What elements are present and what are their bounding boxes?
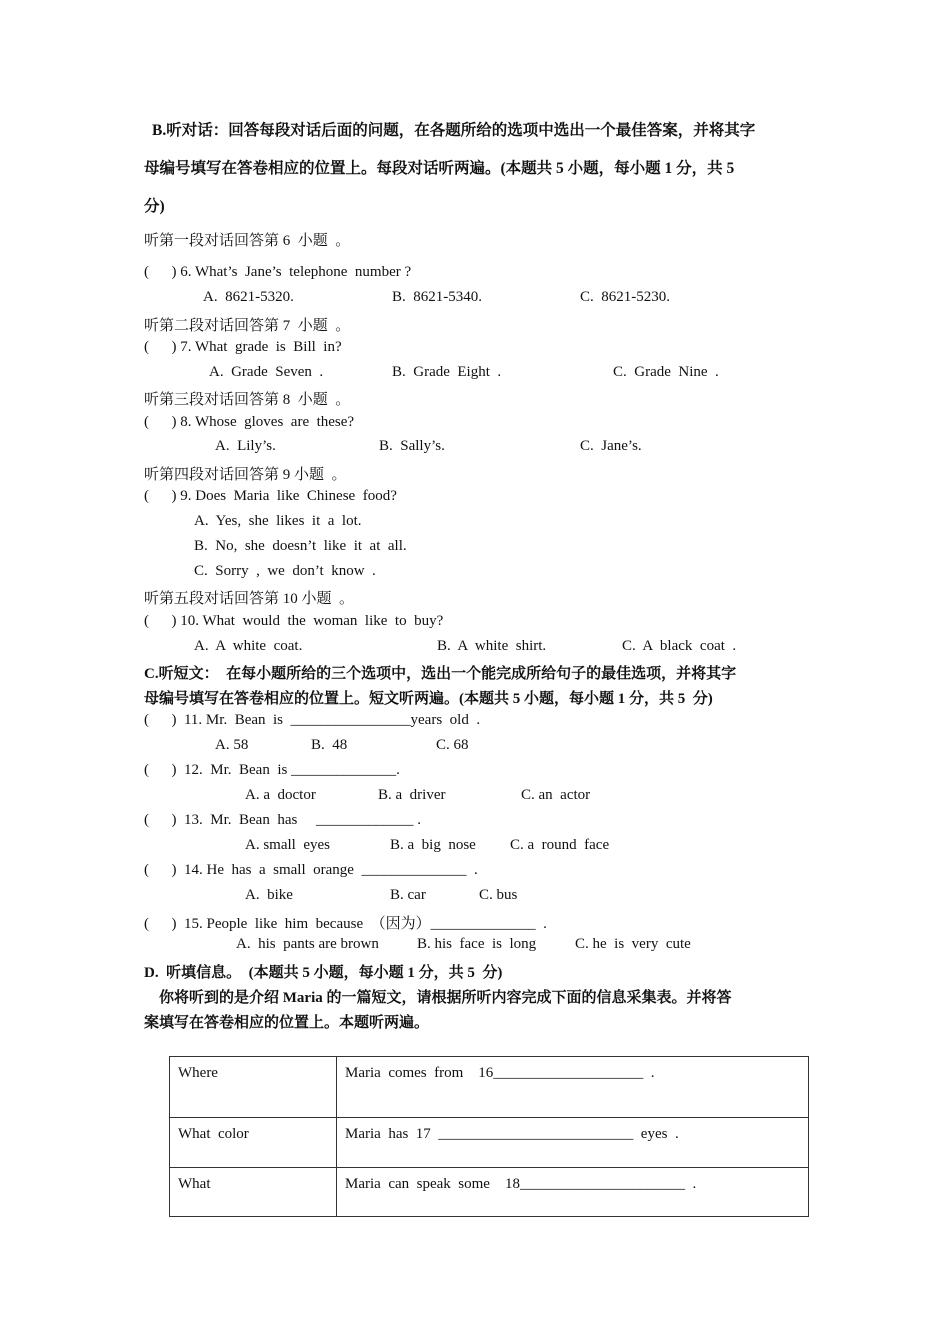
table-label-where: Where bbox=[170, 1057, 337, 1118]
question-11: ( ) 11. Mr. Bean is ________________years old . bbox=[144, 712, 481, 728]
q12-option-a: A. a doctor bbox=[245, 787, 316, 803]
q14-option-b: B. car bbox=[390, 887, 426, 903]
question-8: ( ) 8. Whose gloves are these? bbox=[144, 414, 355, 430]
q14-option-a: A. bike bbox=[245, 887, 293, 903]
table-row bbox=[170, 1168, 809, 1217]
q8-option-b: B. Sally’s. bbox=[379, 438, 445, 454]
dialog-1-header: 听第一段对话回答第 6 小题 。 bbox=[144, 233, 351, 249]
question-10: ( ) 10. What would the woman like to buy? bbox=[144, 613, 444, 629]
q9-option-b: B. No, she doesn’t like it at all. bbox=[194, 538, 407, 554]
q7-option-a: A. Grade Seven . bbox=[209, 364, 324, 380]
q13-option-a: A. small eyes bbox=[245, 837, 330, 853]
question-7: ( ) 7. What grade is Bill in? bbox=[144, 339, 342, 355]
q8-option-c: C. Jane’s. bbox=[580, 438, 642, 454]
dialog-4-header: 听第四段对话回答第 9 小题 。 bbox=[144, 467, 347, 483]
q12-option-b: B. a driver bbox=[378, 787, 446, 803]
q11-option-b: B. 48 bbox=[311, 737, 348, 753]
q15-option-c: C. he is very cute bbox=[575, 936, 691, 952]
q6-option-a: A. 8621-5320. bbox=[203, 289, 294, 305]
table-label-what: What bbox=[170, 1168, 337, 1217]
q7-option-c: C. Grade Nine . bbox=[613, 364, 719, 380]
q11-option-c: C. 68 bbox=[436, 737, 469, 753]
dialog-2-header: 听第二段对话回答第 7 小题 。 bbox=[144, 318, 351, 334]
question-6: ( ) 6. What’s Jane’s telephone number ? bbox=[144, 264, 412, 280]
q13-option-b: B. a big nose bbox=[390, 837, 476, 853]
q9-option-a: A. Yes, she likes it a lot. bbox=[194, 513, 362, 529]
q10-option-b: B. A white shirt. bbox=[437, 638, 547, 654]
q11-option-a: A. 58 bbox=[215, 737, 249, 753]
table-row bbox=[170, 1118, 809, 1168]
q10-option-c: C. A black coat . bbox=[622, 638, 737, 654]
question-9: ( ) 9. Does Maria like Chinese food? bbox=[144, 488, 397, 504]
information-table bbox=[169, 1056, 809, 1217]
table-content-17: Maria has 17 __________________________ eyes . bbox=[337, 1118, 809, 1168]
q9-option-c: C. Sorry , we don’t know . bbox=[194, 563, 376, 579]
section-b-instruction-line-1: B.听对话：回答每段对话后面的问题，在各题所给的选项中选出一个最佳答案，并将其字 bbox=[152, 122, 756, 139]
table-content-18: Maria can speak some 18______________________ . bbox=[337, 1168, 809, 1217]
q7-option-b: B. Grade Eight . bbox=[392, 364, 502, 380]
q15-option-a: A. his pants are brown bbox=[236, 936, 379, 952]
q6-option-b: B. 8621-5340. bbox=[392, 289, 482, 305]
table-content-16: Maria comes from 16____________________ . bbox=[337, 1057, 809, 1118]
question-14: ( ) 14. He has a small orange ______________ . bbox=[144, 862, 478, 878]
dialog-5-header: 听第五段对话回答第 10 小题 。 bbox=[144, 591, 355, 607]
dialog-3-header: 听第三段对话回答第 8 小题 。 bbox=[144, 392, 351, 408]
q6-option-c: C. 8621-5230. bbox=[580, 289, 670, 305]
section-c-instruction-line-2: 母编号填写在答卷相应的位置上。短文听两遍。(本题共 5 小题，每小题 1 分，共 5 分) bbox=[144, 691, 713, 707]
q13-option-c: C. a round face bbox=[510, 837, 610, 853]
section-d-instruction-line-2: 案填写在答卷相应的位置上。本题听两遍。 bbox=[144, 1015, 430, 1031]
section-d-instruction-line-1: 你将听到的是介绍 Maria 的一篇短文，请根据所听内容完成下面的信息采集表。并将答 bbox=[144, 990, 732, 1006]
q14-option-c: C. bus bbox=[479, 887, 518, 903]
question-12: ( ) 12. Mr. Bean is ______________. bbox=[144, 762, 400, 778]
section-b-instruction-line-2: 母编号填写在答卷相应的位置上。每段对话听两遍。(本题共 5 小题，每小题 1 分，共 5 bbox=[144, 160, 735, 177]
section-d-title: D. 听填信息。 (本题共 5 小题，每小题 1 分，共 5 分) bbox=[144, 965, 503, 981]
q8-option-a: A. Lily’s. bbox=[215, 438, 276, 454]
section-b-instruction-line-3: 分) bbox=[144, 198, 165, 215]
question-13: ( ) 13. Mr. Bean has _____________ . bbox=[144, 812, 422, 828]
q10-option-a: A. A white coat. bbox=[194, 638, 303, 654]
table-row bbox=[170, 1057, 809, 1118]
section-c-instruction-line-1: C.听短文： 在每小题所给的三个选项中，选出一个能完成所给句子的最佳选项，并将其字 bbox=[144, 666, 737, 682]
question-15: ( ) 15. People like him because （因为）______________ . bbox=[144, 916, 547, 932]
q12-option-c: C. an actor bbox=[521, 787, 591, 803]
table-label-what-color: What color bbox=[170, 1118, 337, 1168]
q15-option-b: B. his face is long bbox=[417, 936, 537, 952]
